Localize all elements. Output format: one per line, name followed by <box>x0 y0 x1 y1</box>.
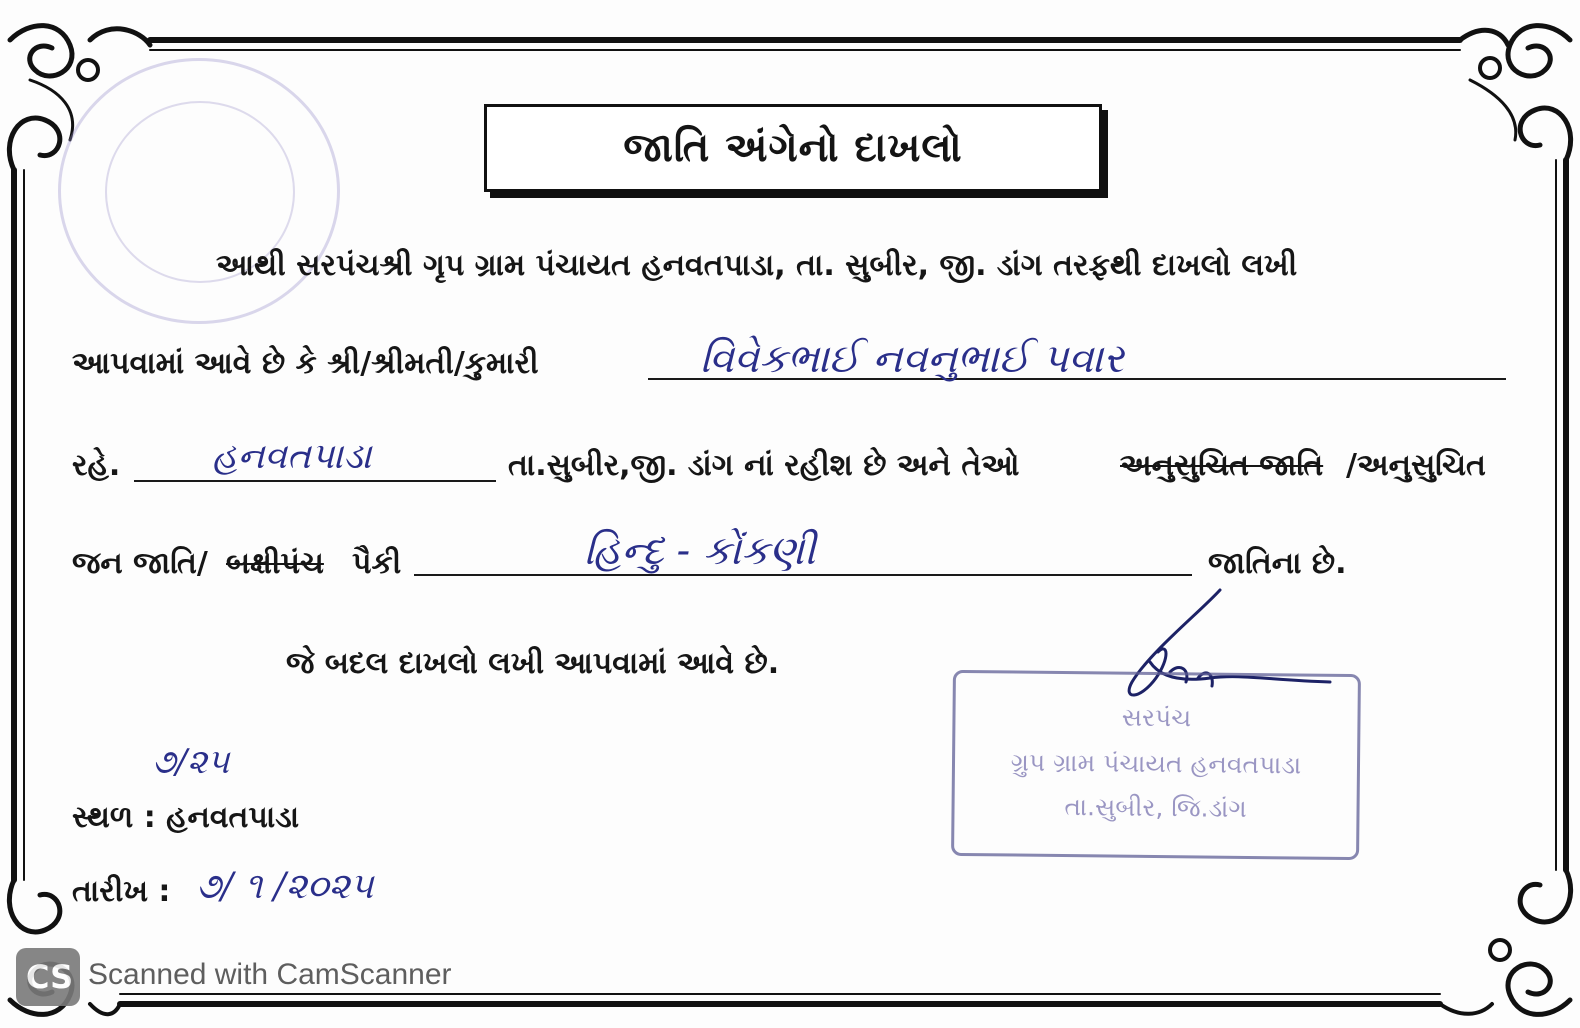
body-line-5: જે બદલ દાખલો લખી આપવામાં આવે છે. <box>286 646 780 681</box>
village-underline <box>134 480 496 482</box>
body-line-4-start: જન જાતિ/ <box>72 546 208 581</box>
place-label: સ્થળ : હનવતપાડા <box>72 800 300 835</box>
body-line-2-prefix: આપવામાં આવે છે કે શ્રી/શ્રીમતી/કુમારી <box>72 346 539 381</box>
body-line-1: આથી સરપંચશ્રી ગૃપ ગ્રામ પંચાયત હનવતપાડા, તા. સુબીર, જી. ડાંગ તરફથી દાખલો લખી <box>216 248 1298 283</box>
camscanner-text: Scanned with CamScanner <box>88 958 452 991</box>
camscanner-watermark <box>8 944 498 1014</box>
struck-backward-class: બક્ષીપંચ <box>226 546 324 581</box>
title-box <box>484 104 1102 192</box>
body-line-4-end: જાતિના છે. <box>1208 546 1347 581</box>
body-line-4-paiki: પૈકી <box>352 546 402 581</box>
caste-underline <box>414 574 1192 576</box>
stamp-title: સરપંચ <box>1121 702 1192 733</box>
round-seal <box>58 58 340 324</box>
body-line-3-mid: તા.સુબીર,જી. ડાંગ નાં રહીશ છે અને તેઓ <box>508 448 1020 483</box>
body-line-3-prefix: રહે. <box>72 448 121 483</box>
date-value: ૭/ ૧ /૨૦૨૫ <box>196 866 374 907</box>
handwritten-caste: હિન્દુ - કોંકણી <box>584 528 816 574</box>
date-label: તારીખ : <box>72 874 171 909</box>
handwritten-name: વિવેકભાઈ નવનુભાઈ પવાર <box>700 336 1124 382</box>
struck-scheduled-caste: અનુસુચિત જાતિ <box>1120 448 1324 483</box>
sarpanch-stamp <box>951 670 1361 860</box>
stamp-office: ગ્રુપ ગ્રામ પંચાયત હનવતપાડા <box>1010 747 1302 780</box>
body-line-3-end: /અનુસુચિત <box>1346 448 1486 483</box>
stamp-taluka: તા.સુબીર, જિ.ડાંગ <box>1064 792 1247 823</box>
certificate-title: જાતિ અંગેનો દાખલો <box>623 125 963 171</box>
handwritten-village: હનવતપાડા <box>212 436 372 477</box>
camscanner-logo-icon <box>16 948 80 1006</box>
reference-number: ૭/૨૫ <box>152 742 230 782</box>
camscanner-logo-text: CS <box>26 958 74 996</box>
